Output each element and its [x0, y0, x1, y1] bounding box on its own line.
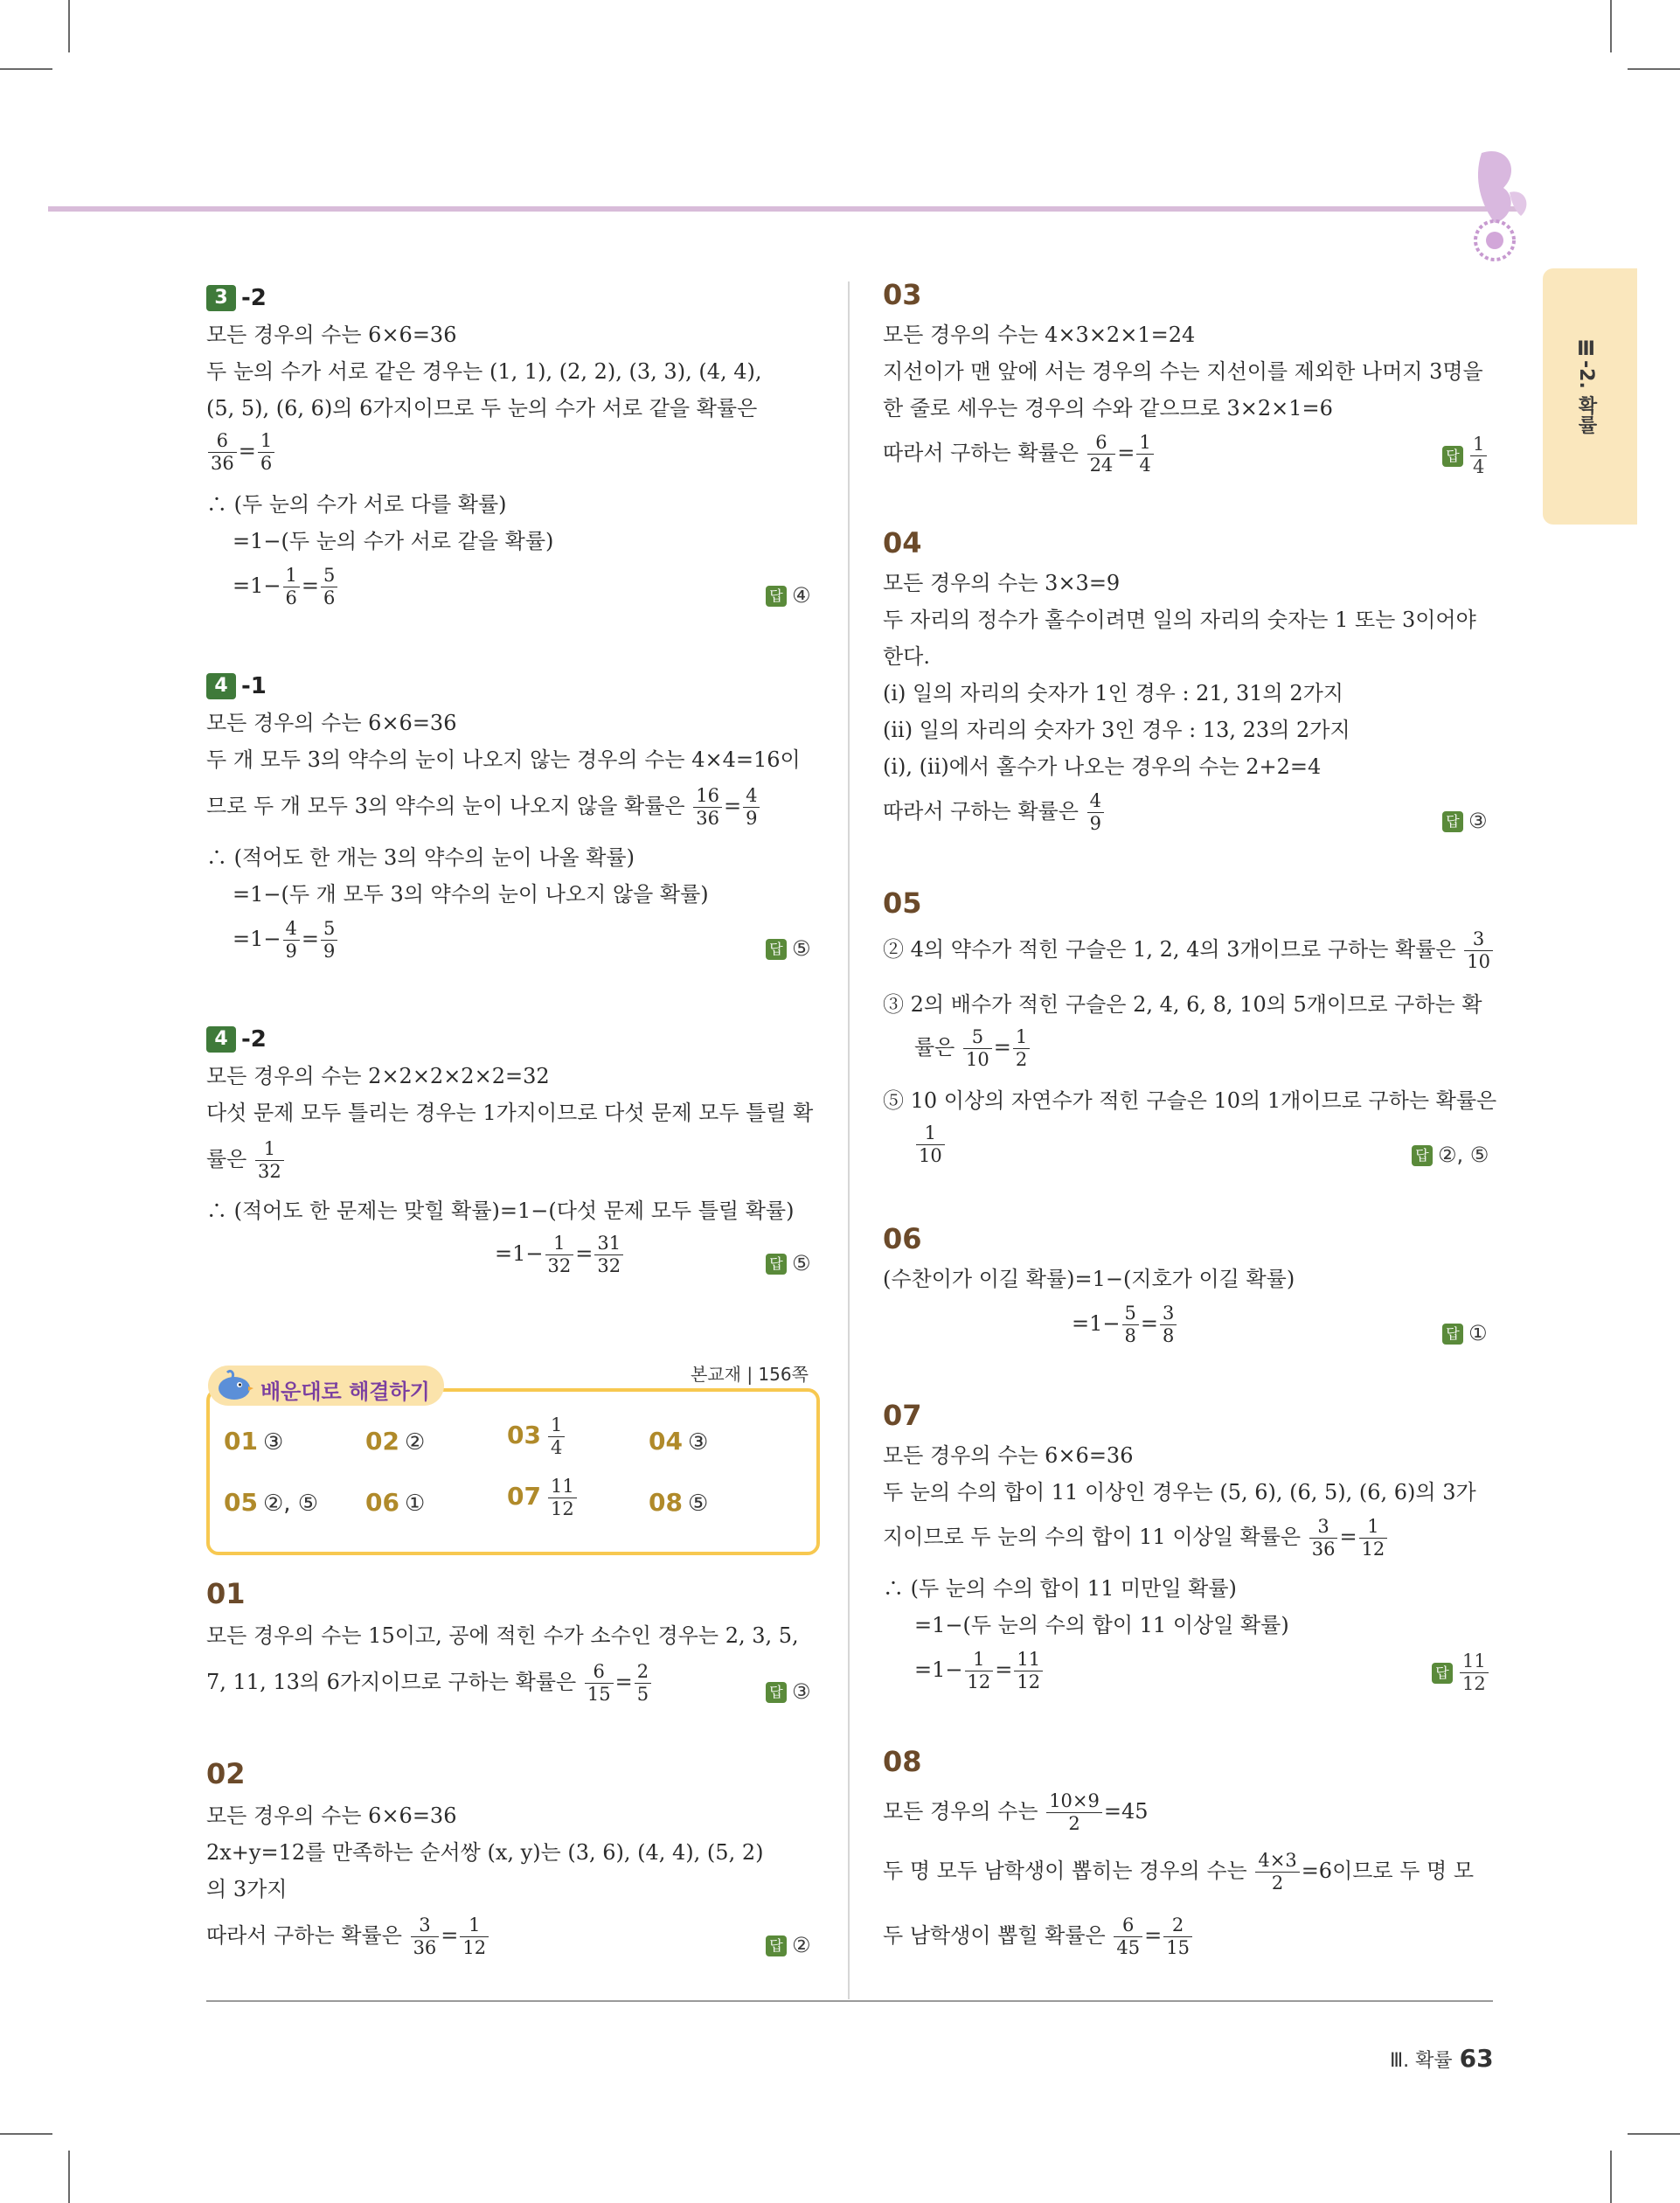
text-line: =1−(두 눈의 수의 합이 11 이상일 확률)	[914, 1613, 1289, 1637]
crop-mark	[0, 68, 52, 70]
text-line: (5, 5), (6, 6)의 6가지이므로 두 눈의 수가 서로 같을 확률은	[206, 396, 758, 420]
text-line: 모든 경우의 수는 15이고, 공에 적힌 수가 소수인 경우는 2, 3, 5,	[206, 1623, 799, 1648]
text-line: 의 3가지	[206, 1877, 288, 1901]
answer-mark: 답 ⑤	[766, 930, 811, 967]
equation-line: 따라서 구하는 확률은 $\frac{4}{9}$	[883, 792, 1106, 833]
summary-item: 03 $\frac{1}{4}$	[507, 1416, 566, 1457]
dap-label-icon: 답	[766, 939, 787, 960]
text-line: 다섯 문제 모두 틀리는 경우는 1가지이므로 다섯 문제 모두 틀릴 확	[206, 1101, 814, 1125]
answer-mark: 답 ③	[766, 1673, 811, 1710]
dap-label-icon: 답	[766, 1254, 787, 1275]
text-line: ∴ (적어도 한 개는 3의 약수의 눈이 나올 확률)	[206, 845, 635, 870]
text-line: 2x+y=12를 만족하는 순서쌍 (x, y)는 (3, 6), (4, 4), (5, 2)	[206, 1840, 764, 1865]
question-number: 03	[883, 278, 922, 311]
text-line: 한다.	[883, 644, 930, 669]
textbook-reference: 본교재 | 156쪽	[691, 1364, 809, 1385]
text-line: (수찬이가 이길 확률)=1−(지호가 이길 확률)	[883, 1267, 1295, 1291]
equation-line: 두 남학생이 뽑힐 확률은 $\frac{6}{45}$ = $\frac{2}{15}$	[883, 1916, 1194, 1957]
text-line: ∴ (두 눈의 수가 서로 다를 확률)	[206, 492, 507, 517]
text-line: ∴ (두 눈의 수의 합이 11 미만일 확률)	[883, 1576, 1237, 1601]
dap-label-icon: 답	[1442, 446, 1463, 467]
equation-line: 므로 두 개 모두 3의 약수의 눈이 나오지 않을 확률은 $\frac{16}{36}$ = $\frac{4}{9}$	[206, 787, 761, 828]
text-line: 모든 경우의 수는 2×2×2×2×2=32	[206, 1064, 550, 1088]
text-line: 두 눈의 수의 합이 11 이상인 경우는 (5, 6), (6, 5), (6, 6)의 3가	[883, 1480, 1476, 1505]
crop-mark	[68, 2151, 70, 2203]
right-column	[883, 0, 1495, 2002]
section-tag-num: -2	[241, 1025, 267, 1053]
equation-line: 률은 $\frac{1}{32}$	[206, 1140, 286, 1181]
text-line: 모든 경우의 수는 6×6=36	[206, 323, 457, 347]
text-line: 두 개 모두 3의 약수의 눈이 나오지 않는 경우의 수는 4×4=16이	[206, 747, 801, 772]
page-number: 63	[1459, 2044, 1494, 2073]
text-line: 모든 경우의 수는 4×3×2×1=24	[883, 323, 1196, 347]
question-number: 04	[883, 526, 922, 559]
summary-item: 08 ⑤	[649, 1488, 709, 1517]
equation-line: 지이므로 두 눈의 수의 합이 11 이상일 확률은 $\frac{3}{36}$ = $\frac{1}{12}$	[883, 1518, 1389, 1559]
equation-line: =1− $\frac{1}{12}$ = $\frac{11}{12}$	[914, 1651, 1045, 1692]
summary-item: 07 $\frac{11}{12}$	[507, 1477, 579, 1518]
text-line: 한 줄로 세우는 경우의 수와 같으므로 3×2×1=6	[883, 396, 1333, 420]
equation-line: =1− $\frac{4}{9}$ = $\frac{5}{9}$	[233, 920, 339, 961]
crop-mark	[68, 0, 70, 52]
section-tag-box: 3	[206, 285, 236, 311]
crop-mark	[1610, 2151, 1612, 2203]
answer-mark: 답 ③	[1442, 803, 1488, 839]
text-line: ⑤ 10 이상의 자연수가 적힌 구슬은 10의 1개이므로 구하는 확률은	[883, 1088, 1497, 1113]
equation-line: $\frac{1}{10}$	[914, 1124, 947, 1165]
crop-mark	[0, 2133, 52, 2135]
text-line: ③ 2의 배수가 적힌 구슬은 2, 4, 6, 8, 10의 5개이므로 구하는 확	[883, 992, 1482, 1017]
equation-line: 7, 11, 13의 6가지이므로 구하는 확률은 $\frac{6}{15}$ = $\frac{2}{5}$	[206, 1663, 653, 1704]
footer-chapter: Ⅲ. 확률	[1390, 2050, 1453, 2072]
text-line: 두 자리의 정수가 홀수이려면 일의 자리의 숫자는 1 또는 3이어야	[883, 608, 1476, 632]
summary-item: 05 ②, ⑤	[224, 1488, 319, 1517]
text-line: 모든 경우의 수는 3×3=9	[883, 571, 1121, 595]
answer-mark: 답 ⑤	[766, 1245, 811, 1282]
answer-mark: 답 ④	[766, 577, 811, 614]
answer-mark: 답 ②	[766, 1927, 811, 1963]
side-tab-label: Ⅲ-2. 확률	[1575, 338, 1597, 434]
crop-mark	[1628, 2133, 1680, 2135]
dap-label-icon: 답	[1412, 1145, 1433, 1166]
answer-mark: 답 $\frac{1}{4}$	[1442, 435, 1489, 476]
equation-line: 모든 경우의 수는 $\frac{10\times 9}{2}$ =45	[883, 1790, 1149, 1834]
question-number: 07	[883, 1399, 922, 1432]
section-tag-box: 4	[206, 673, 236, 699]
text-line: 모든 경우의 수는 6×6=36	[206, 711, 457, 735]
dap-label-icon: 답	[1442, 1324, 1463, 1345]
answer-mark: 답 $\frac{11}{12}$	[1432, 1652, 1490, 1693]
section-tag-box: 4	[206, 1026, 236, 1053]
equation-line: =1− $\frac{5}{8}$ = $\frac{3}{8}$	[1072, 1304, 1178, 1345]
text-line: 두 눈의 수가 서로 같은 경우는 (1, 1), (2, 2), (3, 3), (4, 4),	[206, 359, 762, 384]
section-tag-num: -2	[241, 284, 267, 311]
equation-line: 따라서 구하는 확률은 $\frac{3}{36}$ = $\frac{1}{12}$	[206, 1916, 490, 1957]
question-number: 01	[206, 1577, 246, 1610]
dap-label-icon: 답	[766, 586, 787, 607]
equation-line: =1− $\frac{1}{6}$ = $\frac{5}{6}$	[233, 566, 339, 608]
answer-mark: 답 ②, ⑤	[1412, 1136, 1489, 1173]
summary-item: 01 ③	[224, 1427, 284, 1456]
text-line: ∴ (적어도 한 문제는 맞힐 확률)=1−(다섯 문제 모두 틀릴 확률)	[206, 1199, 795, 1223]
equation-line: 률은 $\frac{5}{10}$ = $\frac{1}{2}$	[914, 1028, 1031, 1069]
answer-mark: 답 ①	[1442, 1315, 1488, 1352]
equation-line: ② 4의 약수가 적힌 구슬은 1, 2, 4의 3개이므로 구하는 확률은 $\frac{3}{10}$	[883, 930, 1495, 971]
question-number: 06	[883, 1222, 922, 1255]
text-line: =1−(두 눈의 수가 서로 같을 확률)	[233, 529, 554, 553]
text-line: 모든 경우의 수는 6×6=36	[883, 1443, 1134, 1468]
summary-item: 02 ②	[365, 1427, 426, 1456]
dap-label-icon: 답	[1442, 811, 1463, 832]
text-line: (ⅰ), (ⅱ)에서 홀수가 나오는 경우의 수는 2+2=4	[883, 754, 1322, 779]
text-line: (ⅱ) 일의 자리의 숫자가 3인 경우 : 13, 23의 2가지	[883, 718, 1350, 742]
summary-title: 배운대로 해결하기	[260, 1379, 430, 1404]
dap-label-icon: 답	[1432, 1663, 1453, 1684]
chapter-side-tab	[1543, 268, 1637, 525]
question-number: 02	[206, 1757, 246, 1790]
text-line: 모든 경우의 수는 6×6=36	[206, 1803, 457, 1828]
equation-line: $\frac{6}{36}$ = $\frac{1}{6}$	[206, 432, 276, 473]
dap-label-icon: 답	[766, 1935, 787, 1956]
dap-label-icon: 답	[766, 1682, 787, 1703]
equation-line: 두 명 모두 남학생이 뽑히는 경우의 수는 $\frac{4\times 3}{2}$ =6이므로 두 명 모	[883, 1850, 1475, 1894]
text-line: =1−(두 개 모두 3의 약수의 눈이 나오지 않을 확률)	[233, 882, 709, 907]
column-divider	[848, 281, 850, 1999]
page-footer	[1390, 2044, 1494, 2073]
equation-line: 따라서 구하는 확률은 $\frac{6}{24}$ = $\frac{1}{4}$	[883, 434, 1156, 475]
crop-mark	[1628, 68, 1680, 70]
crop-mark	[1610, 0, 1612, 52]
section-tag-num: -1	[241, 672, 267, 699]
left-column-lower	[206, 0, 818, 2002]
summary-item: 06 ①	[365, 1488, 426, 1517]
question-number: 05	[883, 886, 922, 920]
question-number: 08	[883, 1745, 922, 1778]
text-line: (ⅰ) 일의 자리의 숫자가 1인 경우 : 21, 31의 2가지	[883, 681, 1343, 705]
equation-line: =1− $\frac{1}{32}$ = $\frac{31}{32}$	[495, 1234, 625, 1275]
summary-item: 04 ③	[649, 1427, 709, 1456]
text-line: 지선이가 맨 앞에 서는 경우의 수는 지선이를 제외한 나머지 3명을	[883, 359, 1483, 384]
